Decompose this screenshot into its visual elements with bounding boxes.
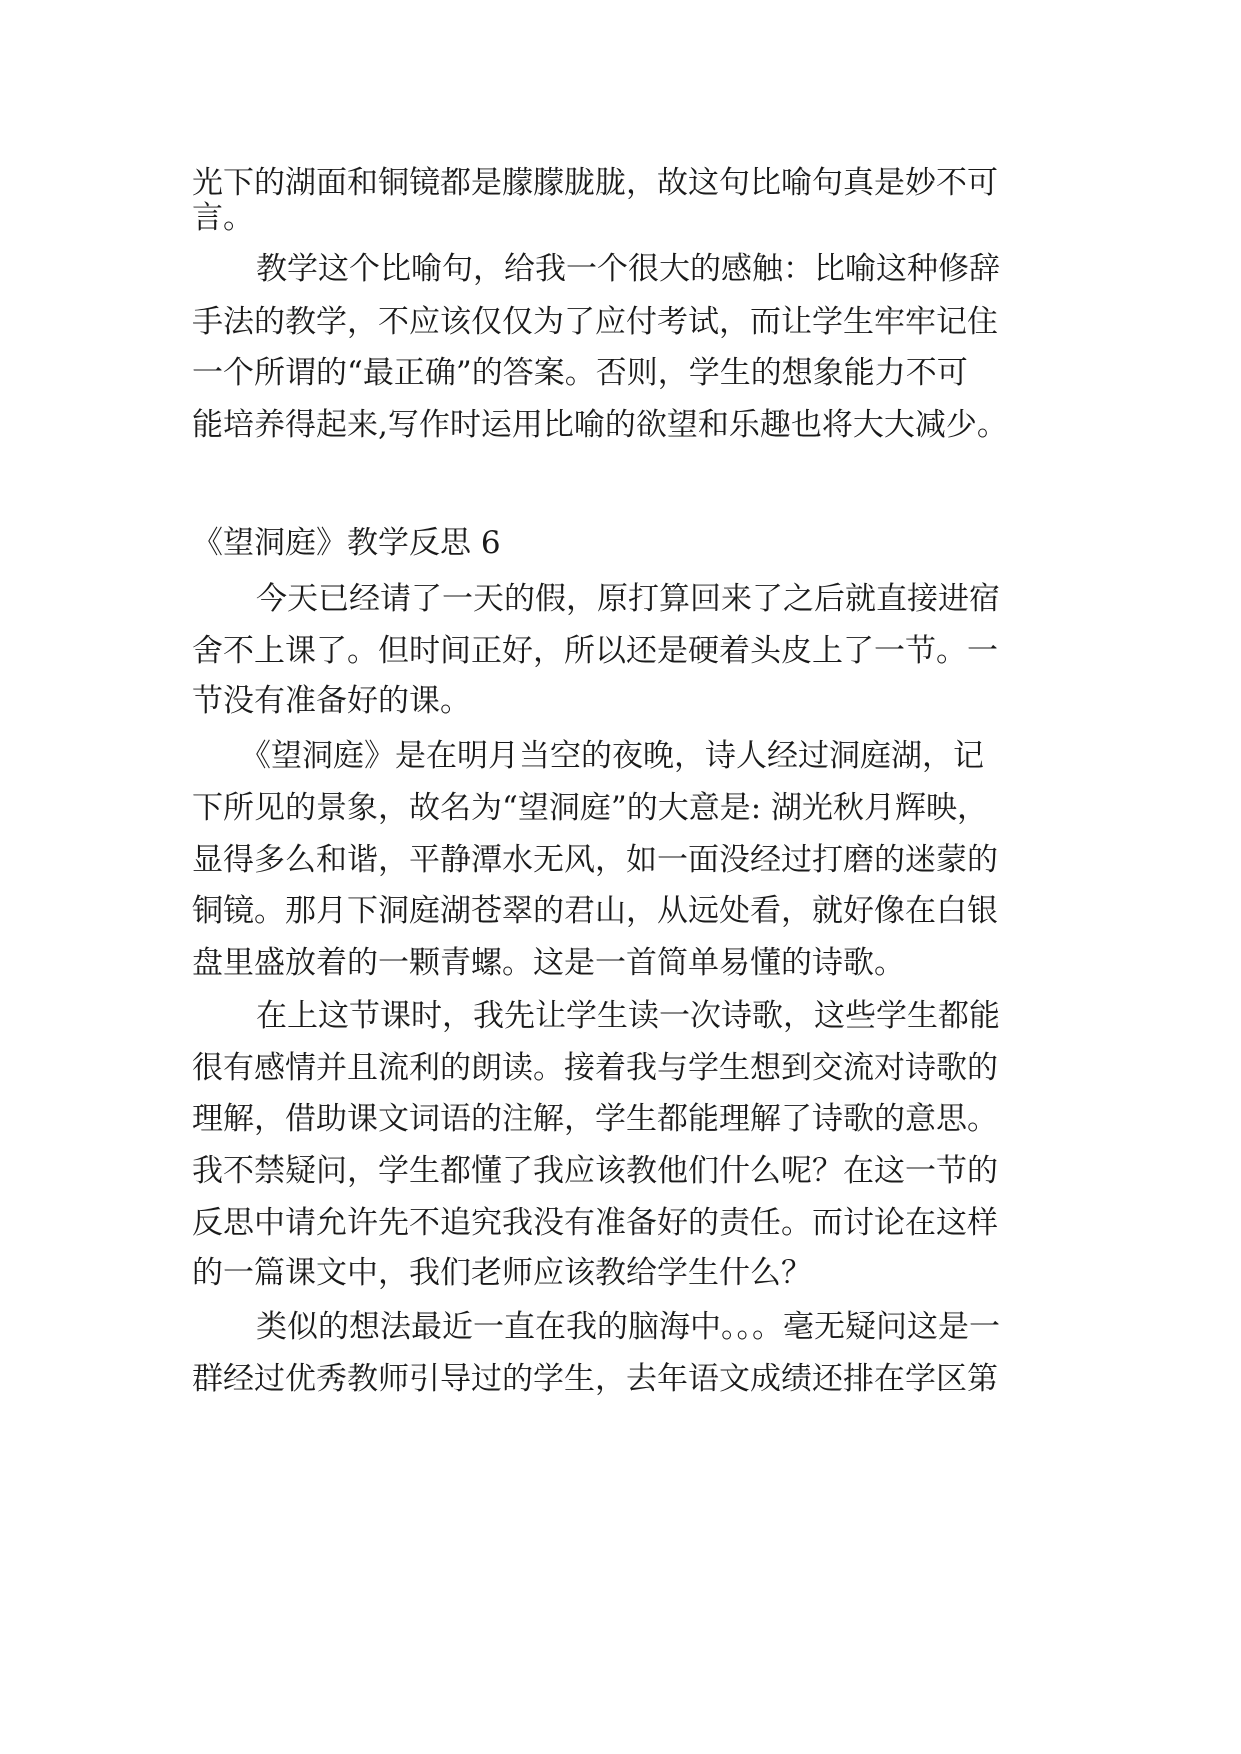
- text-line: 一个所谓的“最正确”的答案。否则，学生的想象能力不可: [192, 355, 968, 391]
- text-line: 铜镜。那月下洞庭湖苍翠的君山，从远处看，就好像在白银: [192, 893, 998, 929]
- text-line: 舍不上课了。但时间正好，所以还是硬着头皮上了一节。一: [192, 633, 998, 669]
- text-line: 很有感情并且流利的朗读。接着我与学生想到交流对诗歌的: [192, 1050, 998, 1086]
- text-line: 言。: [192, 200, 254, 236]
- text-line: 反思中请允许先不追究我没有准备好的责任。而讨论在这样: [192, 1205, 998, 1241]
- text-line: 理解，借助课文词语的注解，学生都能理解了诗歌的意思。: [192, 1101, 998, 1137]
- text-line: 光下的湖面和铜镜都是朦朦胧胧，故这句比喻句真是妙不可: [192, 165, 998, 201]
- paragraph-start-line: 教学这个比喻句，给我一个很大的感触：比喻这种修辞: [256, 251, 1000, 287]
- paragraph-start-line: 今天已经请了一天的假，原打算回来了之后就直接进宿: [256, 581, 1000, 617]
- text-line: 节没有准备好的课。: [192, 683, 471, 719]
- text-line: 手法的教学，不应该仅仅为了应付考试，而让学生牢牢记住: [192, 304, 998, 340]
- text-line: 的一篇课文中，我们老师应该教给学生什么？: [192, 1255, 812, 1291]
- paragraph-start-line: 《望洞庭》是在明月当空的夜晚，诗人经过洞庭湖，记: [240, 738, 984, 774]
- text-line: 我不禁疑问，学生都懂了我应该教他们什么呢？在这一节的: [192, 1153, 998, 1189]
- paragraph-start-line: 在上这节课时，我先让学生读一次诗歌，这些学生都能: [256, 998, 1000, 1034]
- section-heading: 《望洞庭》教学反思 6: [192, 525, 501, 561]
- text-line: 群经过优秀教师引导过的学生，去年语文成绩还排在学区第: [192, 1361, 998, 1397]
- paragraph-start-line: 类似的想法最近一直在我的脑海中。。。毫无疑问这是一: [256, 1309, 1000, 1345]
- text-line: 下所见的景象，故名为“望洞庭”的大意是: 湖光秋月辉映，: [192, 790, 988, 826]
- text-line: 显得多么和谐，平静潭水无风，如一面没经过打磨的迷蒙的: [192, 842, 998, 878]
- text-line: 盘里盛放着的一颗青螺。这是一首简单易懂的诗歌。: [192, 945, 905, 981]
- text-line: 能培养得起来,写作时运用比喻的欲望和乐趣也将大大减少。: [192, 407, 1008, 443]
